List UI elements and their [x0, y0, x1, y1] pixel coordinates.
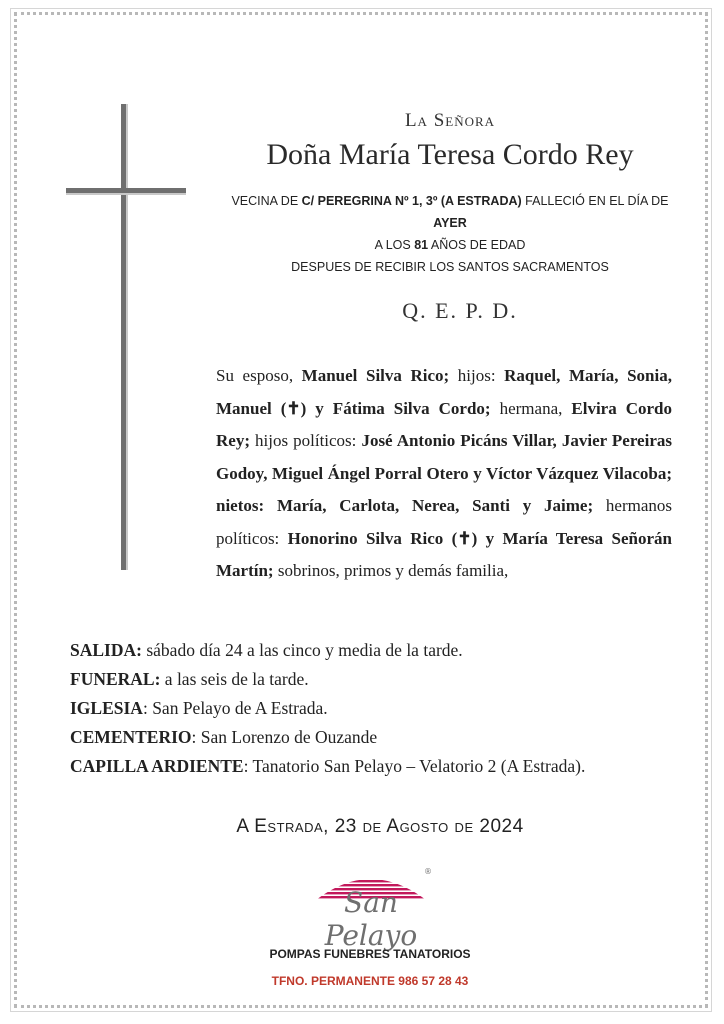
title-honorific: La Señora: [404, 110, 496, 131]
qepd: Q. E. P. D.: [402, 298, 518, 323]
family-text: sobrinos, primos y demás familia,: [273, 561, 509, 580]
info-line-1: [220, 190, 680, 212]
services-list: [70, 636, 690, 781]
family-text: hijos:: [449, 366, 505, 385]
address: C/ PEREGRINA Nº 1, 3º (A ESTRADA): [301, 194, 522, 208]
service-label: CEMENTERIO: [70, 727, 192, 747]
cross-horizontal-bar: [66, 188, 186, 195]
service-value: : San Pelayo de A Estrada.: [142, 698, 328, 718]
info-text: FALLECIÓ EN EL DÍA DE: [521, 194, 669, 208]
family-text: hijos políticos:: [249, 431, 362, 450]
service-row: [70, 665, 690, 694]
service-label: FUNERAL:: [70, 669, 161, 689]
info-line-3: [220, 234, 680, 256]
service-row: [70, 636, 690, 665]
service-row: [70, 723, 690, 752]
company-name: POMPAS FUNEBRES TANATORIOS: [269, 947, 471, 961]
family-name-bold: Honorino Silva Rico (✝) y María Teresa Señorán Martín;: [216, 528, 672, 580]
service-row: [70, 694, 690, 723]
logo-stripe: [306, 872, 436, 874]
service-label: CAPILLA ARDIENTE: [70, 756, 244, 776]
registered-mark: ®: [424, 867, 432, 876]
phone-number: TFNO. PERMANENTE 986 57 28 43: [271, 974, 469, 988]
family-paragraph: [216, 360, 672, 588]
date-line: A Estrada, 23 de Agosto de 2024: [236, 816, 524, 837]
family-text: Su esposo,: [216, 366, 302, 385]
logo-stripe: [306, 864, 436, 866]
family-text: hermana,: [490, 398, 572, 418]
service-label: SALIDA:: [70, 640, 142, 660]
service-value: : Tanatorio San Pelayo – Velatorio 2 (A Estrada).: [243, 756, 586, 776]
age: 81: [414, 238, 429, 252]
info-line-2: [220, 212, 680, 234]
cross-vertical-bar: [121, 104, 128, 570]
logo-stripe: [306, 868, 436, 870]
family-name-bold: Elvira Cordo Rey;: [216, 398, 673, 450]
service-value: sábado día 24 a las cinco y media de la tarde.: [141, 640, 463, 660]
deceased-name: Doña María Teresa Cordo Rey: [266, 138, 634, 171]
service-label: IGLESIA: [70, 698, 143, 718]
logo-stripe: [306, 880, 436, 882]
death-day: AYER: [433, 216, 467, 230]
info-text: A LOS: [374, 238, 415, 252]
info-line-4: DESPUES DE RECIBIR LOS SANTOS SACRAMENTOS: [291, 260, 609, 274]
family-name-bold: Manuel Silva Rico;: [301, 366, 450, 385]
service-value: : San Lorenzo de Ouzande: [191, 727, 378, 747]
death-info: [220, 190, 680, 278]
family-name-bold: José Antonio Picáns Villar, Javier Pereiras Godoy, Miguel Ángel Porral Otero y Víctor Vázquez Vilacoba; nietos: María, Carlota, Nerea, Santi y Jaime;: [216, 431, 672, 515]
info-text: AÑOS DE EDAD: [428, 238, 526, 252]
logo-text: San Pelayo: [324, 886, 418, 952]
logo-stripe: [306, 876, 436, 878]
family-text: hermanos políticos:: [216, 496, 672, 548]
service-row: [70, 752, 690, 781]
service-value: a las seis de la tarde.: [160, 669, 309, 689]
info-text: VECINA DE: [231, 194, 302, 208]
san-pelayo-logo: [296, 860, 446, 952]
family-name-bold: Raquel, María, Sonia, Manuel (✝) y Fátima Silva Cordo;: [216, 366, 672, 418]
